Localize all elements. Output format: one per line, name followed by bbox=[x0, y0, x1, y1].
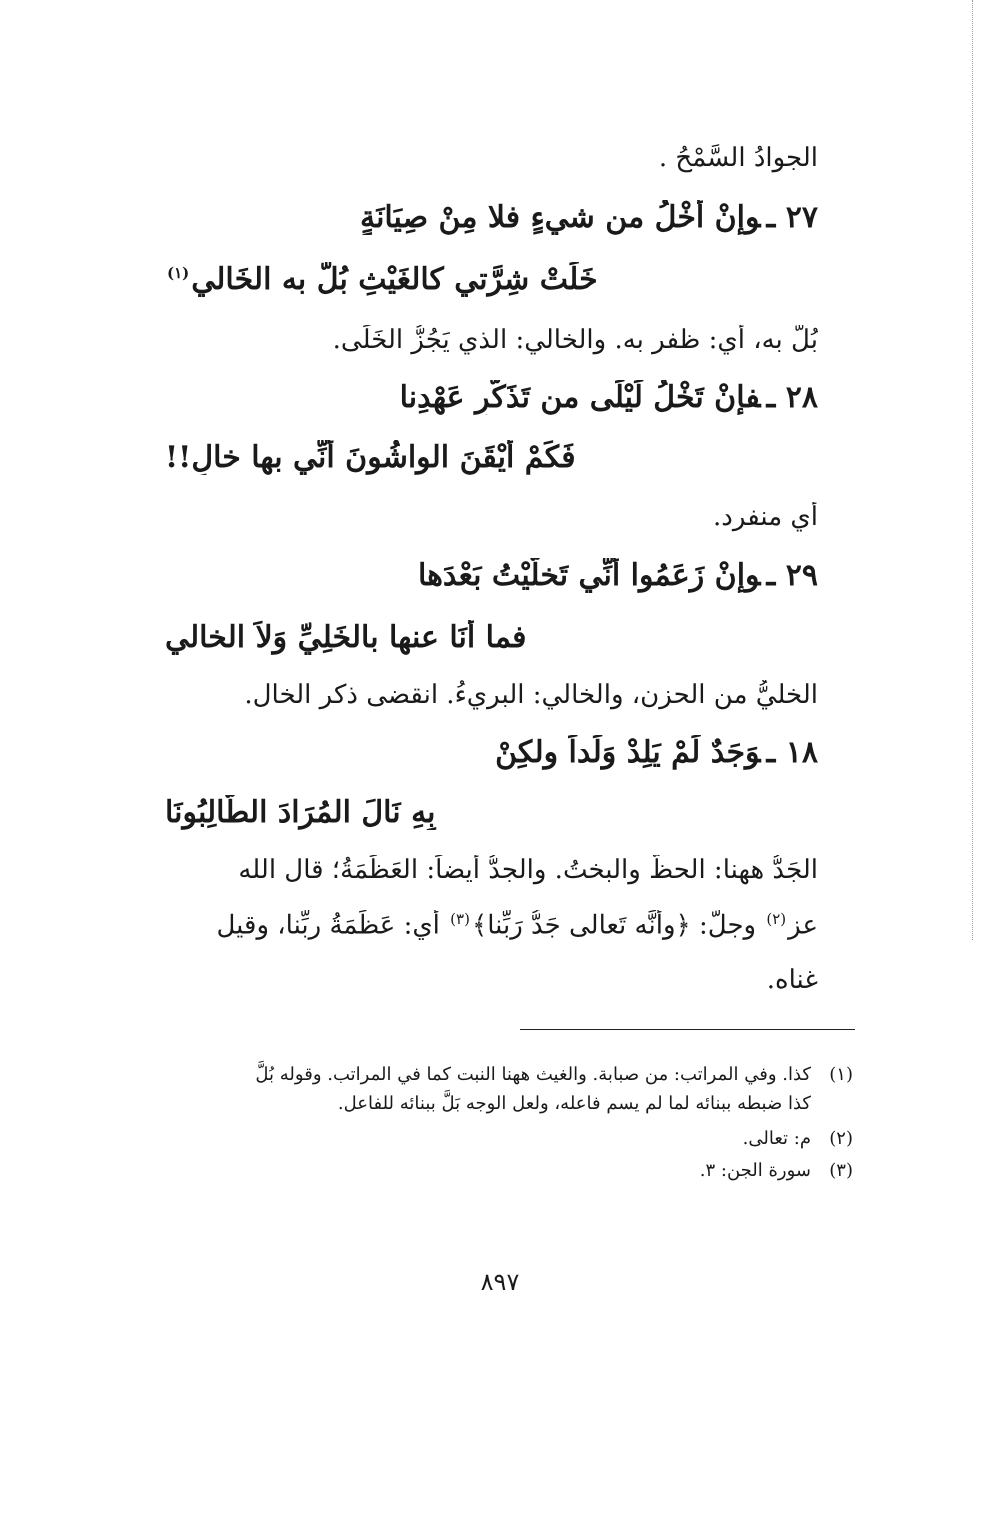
text-line-7: أي منفرد. bbox=[713, 502, 818, 532]
footnote-1-continuation: كذا ضبطه ببنائه لما لم يسم فاعله، ولعل الوجه بَلَّ ببنائه للفاعل. bbox=[337, 1093, 811, 1114]
footnote-marker: (٢) bbox=[766, 910, 787, 928]
verse-number: ٢٩ ـ bbox=[766, 558, 818, 593]
footnote-3: (٣)سورة الجن: ٣. bbox=[699, 1160, 853, 1181]
text-line-14: عز$^{(٢)}$ وجلَّ: ﴿وأنَّه تَعالى جَدُّ رَبِّنا﴾$^{(٣)}$ أي: عَظَمَةُ ربِّنا، وقيل bbox=[216, 910, 818, 941]
verse-18-second-hemistich: بِهِ نَالَ المُرَادَ الطَّالِبُونَا bbox=[165, 795, 436, 830]
footnote-marker: (١) bbox=[167, 264, 190, 282]
verse-27-first-hemistich: ٢٧ ـوإنْ أَخْلُ من شيءٍ فلا مِنْ صِيَانَةٍ bbox=[359, 200, 818, 235]
verse-29-second-hemistich: فما أنَا عنها بالخَلِيِّ وَلاَ الخالي bbox=[165, 620, 527, 655]
verse-27-second-hemistich: خَلَتْ شِرَّتي كالغَيْثِ بُلَّ به الخَالي$^{(١)}$ bbox=[167, 262, 598, 297]
text-line-4: بُلَّ به، أي: ظفر به. والخالي: الذي يَجُزُّ الخَلَى. bbox=[332, 325, 818, 355]
verse-number: ١٨ ـ bbox=[766, 735, 818, 770]
verse-number: ٢٨ ـ bbox=[766, 380, 818, 415]
text-line-10: الخليُّ من الحزن، والخالي: البريءُ. انقضى ذكر الخال. bbox=[244, 680, 818, 710]
text-line-15: غناه. bbox=[766, 965, 818, 995]
page-number: ٨٩٧ bbox=[480, 1268, 520, 1296]
text-line-1: الجوادُ السَّمْحُ . bbox=[658, 143, 818, 173]
verse-28-second-hemistich: فَكَمْ أَيْقَنَ الواشُونَ أَنِّي بها خالِ!! bbox=[165, 440, 576, 475]
footnote-2: (٢)م: تعالى. bbox=[742, 1128, 853, 1149]
verse-28-first-hemistich: ٢٨ ـفإنْ تَخْلُ لَيْلَى من تَذَكُّرِ عَهْدِنا bbox=[399, 380, 818, 415]
footnote-separator bbox=[520, 1029, 855, 1030]
verse-29-first-hemistich: ٢٩ ـوإنْ زَعَمُوا أَنِّي تَخلَّيْتُ بَعْدَها bbox=[417, 558, 818, 593]
text-line-13: الجَدُّ ههنا: الحظُّ والبختُ. والجدُّ أيضاً: العَظَمَةُ؛ قال الله bbox=[238, 855, 818, 885]
verse-number: ٢٧ ـ bbox=[766, 200, 818, 235]
footnote-1: (١)كذا. وفي المراتب: من صبابة. والغيث ههنا النبت كما في المراتب. وقوله بُلَّ bbox=[255, 1064, 853, 1085]
verse-18-first-hemistich: ١٨ ـوَجَدٌ لَمْ يَلِدْ وَلَداً ولكِنْ bbox=[495, 735, 818, 770]
footnote-marker: (٣) bbox=[450, 910, 470, 928]
